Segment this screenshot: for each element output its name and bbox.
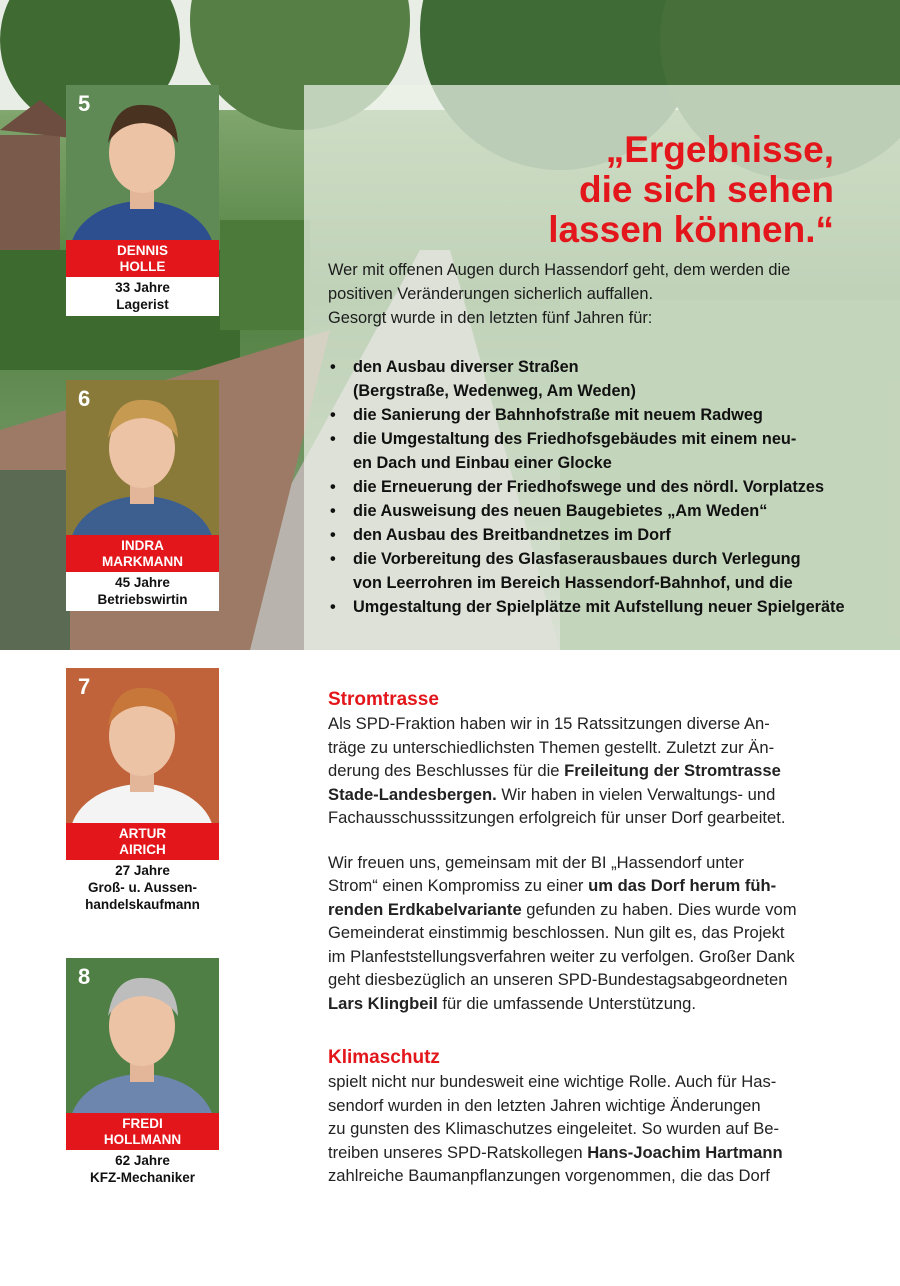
bullet-line: von Leerrohren im Bereich Hassendorf-Bahnhof, und die [353, 574, 793, 592]
text-line [328, 1164, 836, 1188]
text-segment: für die umfassende Unterstützung. [437, 993, 696, 1013]
candidate-job: Lagerist [116, 297, 169, 312]
text-line [328, 898, 836, 922]
text-segment: Strom“ einen Kompromiss zu einer [328, 876, 589, 895]
text-segment: Wir haben in vielen Verwaltungs- und [496, 784, 776, 804]
bullet-line: • die Umgestaltung des Friedhofsgebäudes mit einem neu- [353, 430, 797, 448]
candidate-age: 45 Jahre [115, 575, 170, 590]
candidate-age: 62 Jahre [115, 1153, 170, 1168]
intro-line: positiven Veränderungen sicherlich auffallen. [328, 285, 653, 303]
paragraph [328, 712, 836, 830]
first-name: FREDI [122, 1116, 163, 1131]
list-number: 8 [78, 964, 91, 989]
list-number: 5 [78, 91, 91, 116]
bullet-line: • die Erneuerung der Friedhofswege und des nördl. Vorplatzes [353, 478, 825, 496]
candidate-card [66, 380, 219, 611]
candidate-name [66, 823, 219, 860]
text-segment: Gemeinderat einstimmig beschlossen. Nun gilt es, das Projekt [328, 923, 785, 942]
candidate-info [66, 572, 219, 611]
bold-text: um das Dorf herum füh- [588, 876, 777, 895]
first-name: ARTUR [118, 826, 167, 841]
candidate-age: 33 Jahre [115, 280, 170, 295]
text-line [328, 945, 836, 969]
text-line [328, 736, 836, 760]
text-segment: Wir freuen uns, gemeinsam mit der BI „Hassendorf unter [328, 852, 744, 872]
headline-line: die sich sehen [579, 169, 834, 210]
list-number: 6 [78, 386, 91, 411]
bullet-item [328, 355, 868, 403]
bold-text: renden Erdkabelvariante [328, 899, 522, 919]
text-segment: Als SPD-Fraktion haben wir in 15 Ratssitzungen diverse An- [328, 714, 770, 733]
text-line [328, 759, 836, 783]
text-line [328, 1094, 836, 1118]
candidate-info [66, 277, 219, 316]
klimaschutz-section [328, 1046, 836, 1188]
last-name: AIRICH [119, 842, 166, 857]
text-line [328, 1070, 836, 1094]
text-segment: Fachausschusssitzungen erfolgreich für unser Dorf gearbeitet. [328, 808, 786, 827]
bullet-line: • die Vorbereitung des Glasfaserausbaues durch Verlegung [353, 550, 801, 568]
text-segment: sendorf wurden in den letzten Jahren wichtige Änderungen [328, 1095, 761, 1115]
text-segment: treiben unseres SPD-Ratskollegen [328, 1142, 588, 1162]
bullet-line: • die Ausweisung des neuen Baugebietes „Am Weden“ [353, 502, 768, 520]
bullet-line: • die Sanierung der Bahnhofstraße mit neuem Radweg [353, 406, 763, 424]
list-number: 7 [78, 674, 91, 699]
intro-line: Gesorgt wurde in den letzten fünf Jahren für: [328, 309, 653, 327]
bullet-line: en Dach und Einbau einer Glocke [353, 454, 612, 472]
text-segment: gefunden zu haben. Dies wurde vom [521, 899, 797, 919]
text-segment: derung des Beschlusses für die [328, 761, 565, 780]
text-line [328, 851, 836, 875]
headline-line: „Ergebnisse, [605, 129, 834, 170]
bullet-item [328, 547, 868, 595]
candidate-photo [66, 380, 219, 535]
bold-text: Stade-Landesbergen. [328, 784, 497, 804]
intro-text [328, 258, 848, 330]
achievements-list [328, 355, 868, 619]
bullet-line: • Umgestaltung der Spielplätze mit Aufstellung neuer Spielgeräte [353, 598, 845, 616]
candidate-name [66, 240, 219, 277]
candidate-name [66, 535, 219, 572]
bold-text: Hans-Joachim Hartmann [587, 1142, 783, 1162]
text-line [328, 921, 836, 945]
last-name: HOLLMANN [103, 1132, 182, 1147]
paragraph [328, 1070, 836, 1188]
candidate-job: Betriebswirtin [97, 592, 188, 607]
candidate-job: Groß- u. Aussen- [87, 880, 197, 895]
last-name: MARKMANN [102, 554, 183, 569]
section-title: Klimaschutz [328, 1047, 440, 1068]
bullet-item [328, 595, 868, 619]
first-name: DENNIS [116, 243, 168, 258]
headline [314, 130, 834, 250]
text-segment: im Planfeststellungsverfahren weiter zu verfolgen. Großer Dank [328, 946, 795, 966]
text-segment: zu gunsten des Klimaschutzes eingeleitet. So wurden auf Be- [328, 1119, 780, 1138]
intro-line: Wer mit offenen Augen durch Hassendorf geht, dem werden die [328, 261, 791, 279]
text-line [328, 712, 836, 736]
candidate-card [66, 85, 219, 316]
text-segment: träge zu unterschiedlichsten Themen gestellt. Zuletzt zur Än- [328, 737, 775, 757]
bullet-line: • den Ausbau des Breitbandnetzes im Dorf [353, 526, 671, 544]
candidate-info [66, 860, 219, 916]
text-segment: zahlreiche Baumanpflanzungen vorgenommen, die das Dorf [328, 1166, 770, 1185]
bullet-item [328, 523, 868, 547]
paragraph [328, 851, 836, 1016]
candidate-info [66, 1150, 219, 1189]
text-line [328, 874, 836, 898]
text-segment: geht diesbezüglich an unseren SPD-Bundestagsabgeordneten [328, 970, 788, 989]
text-line [328, 992, 836, 1016]
candidate-name [66, 1113, 219, 1150]
bullet-line: • den Ausbau diverser Straßen [353, 358, 579, 376]
bullet-item [328, 403, 868, 427]
candidate-card [66, 958, 219, 1189]
candidate-photo [66, 668, 219, 823]
bold-text: Lars Klingbeil [328, 993, 438, 1013]
last-name: HOLLE [119, 259, 166, 274]
bold-text: Freileitung der Stromtrasse [564, 761, 781, 780]
text-line [328, 783, 836, 807]
text-line [328, 968, 836, 992]
section-title: Stromtrasse [328, 689, 439, 710]
candidate-card [66, 668, 219, 916]
candidate-photo [66, 958, 219, 1113]
candidate-job: KFZ-Mechaniker [89, 1170, 196, 1185]
text-line [328, 1141, 836, 1165]
text-segment: spielt nicht nur bundesweit eine wichtige Rolle. Auch für Has- [328, 1072, 777, 1091]
candidate-job: handelskaufmann [85, 897, 200, 912]
candidate-age: 27 Jahre [115, 863, 170, 878]
first-name: INDRA [121, 538, 164, 553]
text-line [328, 806, 836, 830]
stromtrasse-section [328, 688, 836, 1015]
bullet-item [328, 499, 868, 523]
candidate-photo [66, 85, 219, 240]
bullet-item [328, 427, 868, 475]
headline-line: lassen können.“ [548, 209, 834, 250]
text-line [328, 1117, 836, 1141]
bullet-line: (Bergstraße, Wedenweg, Am Weden) [353, 382, 636, 400]
bullet-item [328, 475, 868, 499]
